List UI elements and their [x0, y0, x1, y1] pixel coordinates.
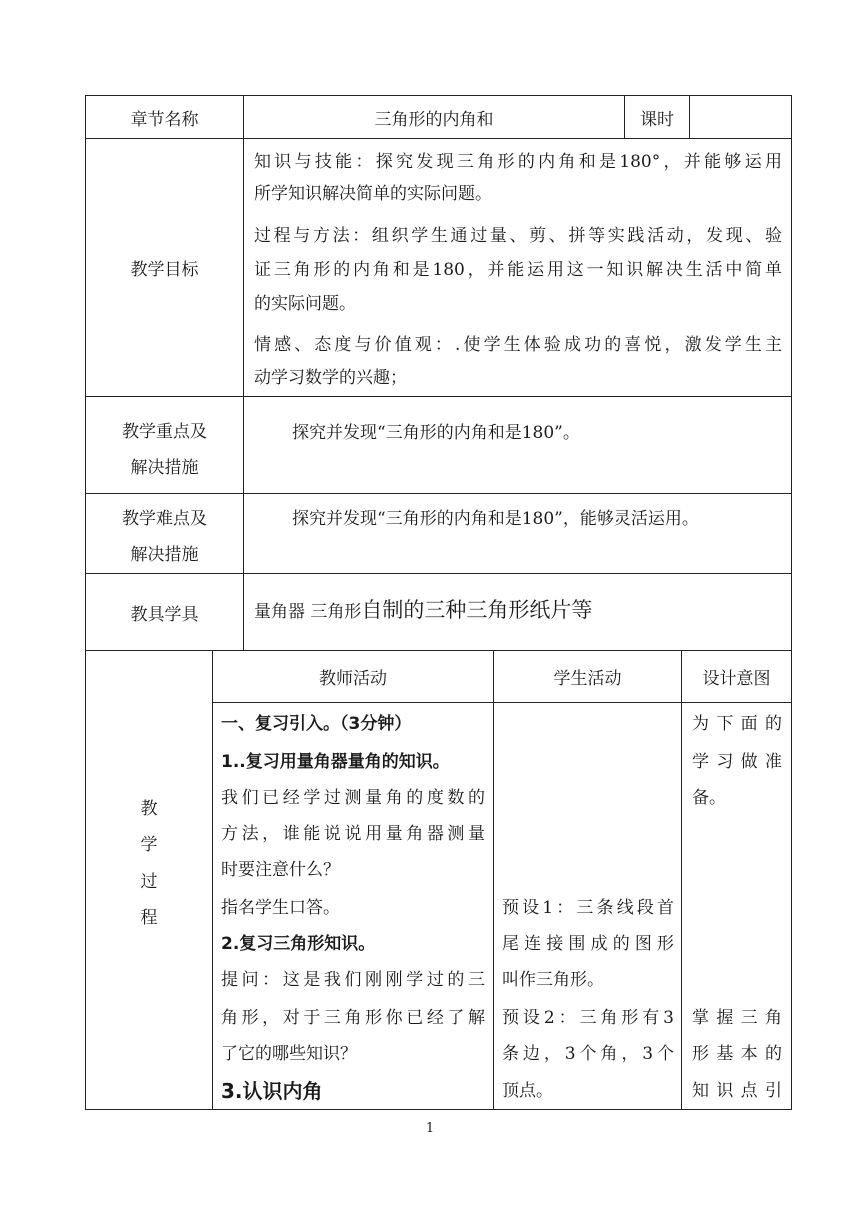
teacher-activity-header: 教师活动 — [319, 669, 387, 689]
process-label-char: 学 — [140, 835, 158, 855]
tools-value-small: 量角器 三角形 — [254, 602, 362, 622]
difficulties-value: 探究并发现“三角形的内角和是180”，能够灵活运用。 — [292, 509, 699, 529]
student-activity-line: 条边，3个角，3个 — [502, 1044, 674, 1064]
process-label-char: 过 — [140, 872, 158, 892]
tools-value — [254, 600, 592, 621]
teacher-activity-line: 指名学生口答。 — [221, 898, 340, 918]
goals-line: 动学习数学的兴趣； — [254, 368, 407, 388]
design-intent-line: 为下面的 — [692, 714, 782, 734]
student-activity-header: 学生活动 — [553, 669, 622, 689]
tools-value-large: 自制的三种三角形纸片等 — [361, 598, 593, 622]
design-intent-line: 学习做准 — [692, 752, 782, 772]
teacher-activity-line: 时要注意什么？ — [221, 860, 340, 880]
table-border — [212, 702, 792, 703]
goals-line: 所学知识解决简单的实际问题。 — [254, 184, 492, 204]
student-activity-line: 预设2：三角形有3 — [502, 1008, 674, 1028]
teacher-activity-line: 一、复习引入。（3分钟） — [221, 714, 412, 734]
key-points-label: 解决措施 — [130, 458, 199, 478]
table-border — [85, 1109, 792, 1110]
design-intent-header: 设计意图 — [702, 669, 771, 689]
table-border — [85, 493, 792, 494]
difficulties-label: 教学难点及 — [122, 509, 207, 529]
tools-label: 教具学具 — [130, 604, 199, 625]
teacher-activity-line: 2.复习三角形知识。 — [221, 934, 376, 954]
process-label-char: 程 — [140, 908, 158, 928]
goals-line: 情感、态度与价值观：.使学生体验成功的喜悦，激发学生主 — [254, 335, 782, 355]
design-intent-line: 备。 — [692, 788, 726, 808]
key-points-value: 探究并发现“三角形的内角和是180”。 — [292, 423, 580, 443]
key-points-label: 教学重点及 — [122, 422, 207, 442]
difficulties-label: 解决措施 — [130, 545, 199, 565]
table-border — [212, 650, 213, 1110]
design-intent-line: 形基本的 — [692, 1044, 782, 1064]
table-border — [791, 95, 792, 1110]
student-activity-line: 叫作三角形。 — [502, 970, 604, 990]
teacher-activity-line: 1..复习用量角器量角的知识。 — [221, 752, 450, 772]
teacher-activity-line: 3.认识内角 — [221, 1079, 323, 1103]
goals-line: 过程与方法：组织学生通过量、剪、拼等实践活动，发现、验 — [254, 226, 782, 246]
period-value — [690, 96, 791, 138]
design-intent-line: 掌握三角 — [692, 1008, 782, 1028]
teacher-activity-line: 提问：这是我们刚刚学过的三 — [221, 970, 485, 990]
chapter-label: 章节名称 — [130, 109, 199, 130]
table-border — [85, 396, 792, 397]
goals-line: 的实际问题。 — [254, 294, 356, 314]
teacher-activity-line: 角形，对于三角形你已经了解 — [221, 1008, 485, 1028]
table-border — [243, 95, 244, 651]
design-intent-line: 知识点引 — [692, 1081, 782, 1101]
process-label-char: 教 — [140, 799, 158, 819]
teacher-activity-line: 我们已经学过测量角的度数的 — [221, 788, 485, 808]
student-activity-line: 尾连接围成的图形 — [502, 934, 674, 954]
table-border — [681, 650, 682, 1110]
teacher-activity-line: 方法，谁能说说用量角器测量 — [221, 824, 485, 844]
student-activity-line: 顶点。 — [502, 1081, 553, 1101]
page-number: 1 — [425, 1121, 435, 1136]
goals-line: 证三角形的内角和是180，并能运用这一知识解决生活中简单 — [254, 260, 782, 280]
table-border — [493, 650, 494, 1110]
chapter-title: 三角形的内角和 — [374, 109, 494, 130]
goals-line: 知识与技能：探究发现三角形的内角和是180°，并能够运用 — [254, 152, 782, 172]
goals-label: 教学目标 — [130, 260, 199, 280]
student-activity-line: 预设1：三条线段首 — [502, 898, 674, 918]
teacher-activity-line: 了它的哪些知识？ — [221, 1044, 357, 1064]
period-label: 课时 — [640, 109, 674, 130]
